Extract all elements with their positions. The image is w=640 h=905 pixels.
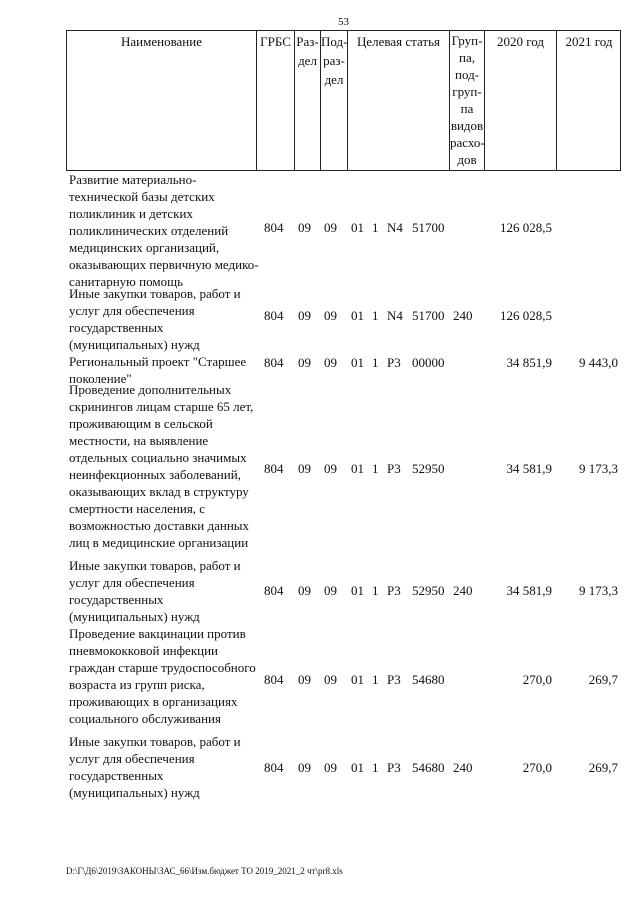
row-name-line: оказывающих вклад в структуру	[69, 484, 249, 499]
row-name-line: государственных	[69, 592, 164, 607]
cell-grbs: 804	[264, 583, 284, 598]
cell-podrazdel: 09	[324, 355, 337, 370]
cell-2020: 126 028,5	[500, 220, 552, 235]
row-name-line: услуг для обеспечения	[69, 575, 195, 590]
cell-grbs: 804	[264, 461, 284, 476]
cell-vid-rashodov: 240	[453, 760, 473, 775]
cell-podrazdel: 09	[324, 308, 337, 323]
cell-target-4: 52950	[412, 461, 445, 476]
row-name-line: лиц в медицинские организации	[69, 535, 249, 550]
row-name-line: Иные закупки товаров, работ и	[69, 558, 241, 573]
cell-2020: 270,0	[522, 760, 552, 775]
header-group-line: расхо-	[450, 135, 485, 150]
row-name-line: пневмококковой инфекции	[69, 643, 219, 658]
cell-target-2: 1	[372, 355, 379, 370]
row-name-line: поколение"	[69, 371, 132, 386]
row-name-line: поликлиник и детских	[69, 206, 193, 221]
row-name-line: проживающих в организациях	[69, 694, 238, 709]
header-target: Целевая статья	[356, 34, 440, 49]
header-group	[450, 32, 484, 168]
col-divider	[556, 30, 557, 171]
row-name-line: Иные закупки товаров, работ и	[69, 734, 241, 749]
col-divider	[347, 30, 348, 171]
row-name-line: смертности населения, с	[69, 501, 206, 516]
cell-razdel: 09	[298, 308, 311, 323]
header-name: Наименование	[121, 34, 202, 49]
header-podrazdel-line: Под-	[321, 34, 348, 49]
header-2020: 2020 год	[497, 34, 544, 49]
cell-target-3: P3	[387, 461, 401, 476]
cell-2021: 9 443,0	[579, 355, 618, 370]
row-name	[69, 557, 264, 625]
cell-target-3: P3	[387, 583, 401, 598]
header-2021: 2021 год	[565, 34, 613, 49]
row-name-line: Развитие материально-	[69, 172, 197, 187]
row-name-line: (муниципальных) нужд	[69, 609, 200, 624]
cell-target-2: 1	[372, 760, 379, 775]
cell-target-4: 54680	[412, 672, 445, 687]
row-name-line: государственных	[69, 768, 164, 783]
row-name	[69, 381, 264, 551]
cell-2020: 270,0	[522, 672, 552, 687]
cell-target-1: 01	[351, 583, 364, 598]
cell-target-1: 01	[351, 672, 364, 687]
cell-vid-rashodov: 240	[453, 583, 473, 598]
row-name-line: технической базы детских	[69, 189, 215, 204]
cell-2021: 9 173,3	[579, 461, 618, 476]
cell-2020: 34 581,9	[506, 461, 552, 476]
cell-razdel: 09	[298, 220, 311, 235]
header-group-line: па	[460, 101, 474, 116]
row-name-line: местности, на выявление	[69, 433, 209, 448]
row-name-line: скринингов лицам старше 65 лет,	[69, 399, 254, 414]
cell-target-4: 52950	[412, 583, 445, 598]
cell-2021: 9 173,3	[579, 583, 618, 598]
cell-2021: 269,7	[588, 672, 618, 687]
page-number: 53	[338, 16, 349, 28]
cell-podrazdel: 09	[324, 760, 337, 775]
cell-grbs: 804	[264, 355, 284, 370]
cell-grbs: 804	[264, 672, 284, 687]
footer-file-path: D:\Г\Д6\2019\ЗАКОНЫ\ЗАС_66\Изм.бюджет ТО 2019_2021_2 чт\pr8.xls	[66, 866, 343, 876]
header-group-line: под-	[454, 67, 480, 82]
cell-target-1: 01	[351, 355, 364, 370]
cell-razdel: 09	[298, 672, 311, 687]
cell-target-4: 00000	[412, 355, 445, 370]
header-podrazdel	[321, 32, 347, 89]
cell-2020: 34 851,9	[506, 355, 552, 370]
cell-2021: 269,7	[588, 760, 618, 775]
cell-razdel: 09	[298, 760, 311, 775]
row-name-line: медицинских организаций,	[69, 240, 220, 255]
cell-podrazdel: 09	[324, 461, 337, 476]
row-name	[69, 171, 264, 290]
cell-target-4: 51700	[412, 308, 445, 323]
cell-target-3: P3	[387, 760, 401, 775]
row-name-line: проживающим в сельской	[69, 416, 213, 431]
row-name-line: социального обслуживания	[69, 711, 221, 726]
cell-grbs: 804	[264, 220, 284, 235]
header-group-line: Груп-	[451, 33, 483, 48]
row-name-line: услуг для обеспечения	[69, 751, 195, 766]
row-name-line: Проведение дополнительных	[69, 382, 232, 397]
row-name	[69, 625, 264, 727]
cell-target-1: 01	[351, 308, 364, 323]
col-divider	[256, 30, 257, 171]
cell-target-2: 1	[372, 308, 379, 323]
header-group-line: дов	[457, 152, 477, 167]
row-name-line: поликлинических отделений	[69, 223, 229, 238]
row-name-line: санитарную помощь	[69, 274, 184, 289]
cell-target-3: P3	[387, 672, 401, 687]
row-name-line: неинфекционных заболеваний,	[69, 467, 241, 482]
cell-razdel: 09	[298, 355, 311, 370]
cell-target-3: N4	[387, 308, 403, 323]
cell-target-3: N4	[387, 220, 403, 235]
row-name-line: услуг для обеспечения	[69, 303, 195, 318]
row-name-line: Региональный проект "Старшее	[69, 354, 247, 369]
header-group-line: видов	[450, 118, 484, 133]
header-podrazdel-line: дел	[324, 72, 344, 87]
row-name	[69, 733, 264, 801]
cell-target-1: 01	[351, 461, 364, 476]
cell-podrazdel: 09	[324, 583, 337, 598]
row-name	[69, 285, 264, 353]
header-grbs: ГРБС	[260, 34, 291, 49]
row-name-line: (муниципальных) нужд	[69, 785, 200, 800]
header-razdel-line: дел	[298, 53, 317, 68]
cell-target-2: 1	[372, 583, 379, 598]
cell-vid-rashodov: 240	[453, 308, 473, 323]
cell-podrazdel: 09	[324, 672, 337, 687]
cell-target-4: 54680	[412, 760, 445, 775]
row-name-line: государственных	[69, 320, 164, 335]
cell-razdel: 09	[298, 461, 311, 476]
header-razdel-line: Раз-	[296, 34, 319, 49]
row-name-line: отдельных социально значимых	[69, 450, 247, 465]
cell-target-2: 1	[372, 220, 379, 235]
header-razdel	[295, 32, 320, 70]
cell-target-1: 01	[351, 760, 364, 775]
cell-target-2: 1	[372, 672, 379, 687]
header-group-line: груп-	[452, 84, 482, 99]
cell-2020: 126 028,5	[500, 308, 552, 323]
row-name-line: Проведение вакцинации против	[69, 626, 246, 641]
cell-podrazdel: 09	[324, 220, 337, 235]
cell-2020: 34 581,9	[506, 583, 552, 598]
header-podrazdel-line: раз-	[323, 53, 345, 68]
cell-razdel: 09	[298, 583, 311, 598]
cell-target-1: 01	[351, 220, 364, 235]
cell-grbs: 804	[264, 760, 284, 775]
row-name-line: возраста из групп риска,	[69, 677, 205, 692]
row-name-line: (муниципальных) нужд	[69, 337, 200, 352]
cell-target-4: 51700	[412, 220, 445, 235]
header-group-line: па,	[459, 50, 475, 65]
row-name-line: возможностью доставки данных	[69, 518, 250, 533]
row-name-line: граждан старше трудоспособного	[69, 660, 256, 675]
cell-target-2: 1	[372, 461, 379, 476]
cell-grbs: 804	[264, 308, 284, 323]
row-name-line: оказывающих первичную медико-	[69, 257, 259, 272]
cell-target-3: P3	[387, 355, 401, 370]
row-name-line: Иные закупки товаров, работ и	[69, 286, 241, 301]
